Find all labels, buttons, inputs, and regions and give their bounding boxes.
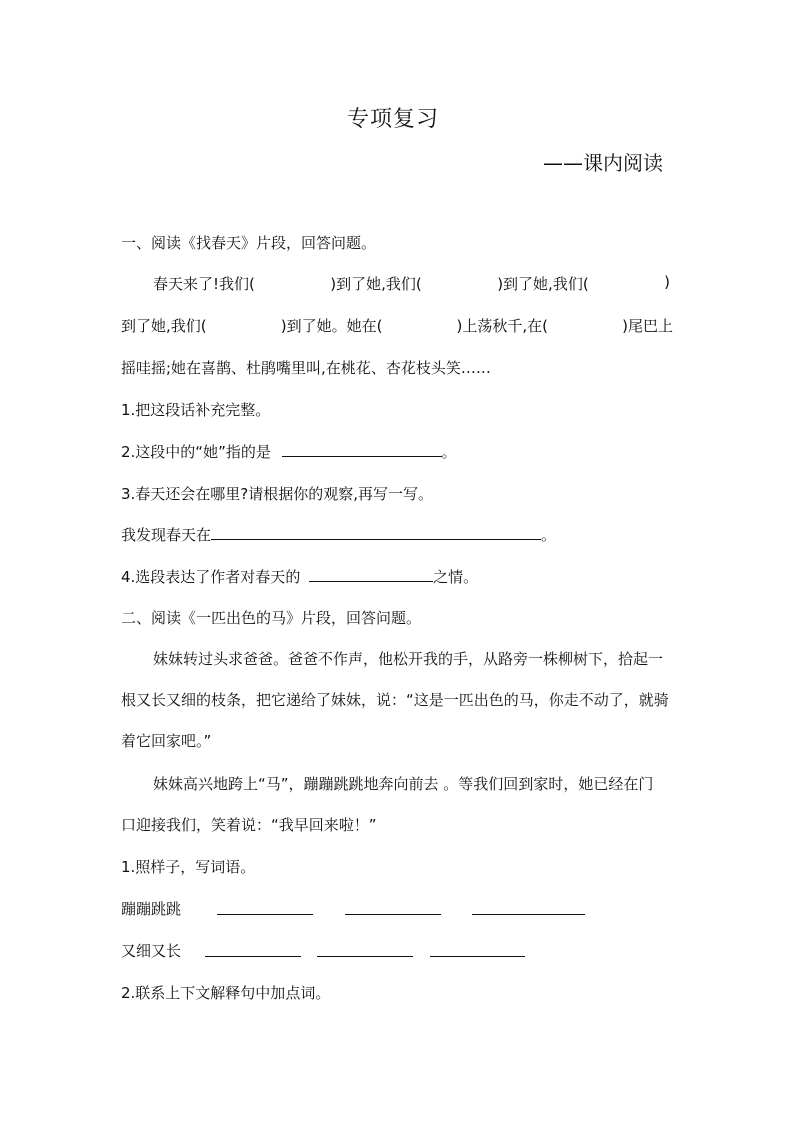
- example1-blank-1[interactable]: [217, 899, 313, 915]
- passage-line2-part3: )上荡秋千,在(: [456, 317, 549, 335]
- passage-line2-part2: )到了她。她在(: [280, 317, 383, 335]
- section2-q2: 2.联系上下文解释句中加点词。: [121, 984, 331, 1002]
- page-title: 专项复习: [347, 107, 440, 132]
- section1-passage-line2: [121, 315, 673, 336]
- example2-blank-3[interactable]: [430, 941, 525, 957]
- section2-q1: 1.照样子，写词语。: [121, 858, 256, 876]
- section1-q3-answer: [121, 524, 556, 545]
- passage-line1-part4: ): [664, 273, 670, 291]
- passage-line2-part1: 到了她,我们(: [121, 317, 207, 335]
- section2-para1-line2: 根又长又细的枝条，把它递给了妹妹，说：“这是一匹出色的马，你走不动了，就骑: [121, 691, 669, 709]
- example2-blank-1[interactable]: [205, 941, 301, 957]
- section1-q4: [121, 566, 478, 587]
- q4-prefix: 4.选段表达了作者对春天的: [121, 568, 301, 586]
- example1-blank-2[interactable]: [345, 899, 441, 915]
- section1-passage-line1: [153, 273, 670, 294]
- section1-q2: [121, 441, 457, 462]
- example-word-2: 又细又长: [121, 942, 182, 960]
- section2-para2-line2: 口迎接我们，笑着说：“我早回来啦！”: [121, 816, 377, 834]
- q3-answer-prefix: 我发现春天在: [121, 526, 212, 544]
- q3-answer-blank[interactable]: [211, 525, 541, 540]
- example-word-1: 蹦蹦跳跳: [121, 900, 182, 918]
- passage-line1-part3: )到了她,我们(: [497, 275, 589, 293]
- q2-prefix: 2.这段中的“她”指的是: [121, 443, 271, 461]
- section1-q3: 3.春天还会在哪里?请根据你的观察,再写一写。: [121, 485, 434, 503]
- section1-q1: 1.把这段话补充完整。: [121, 401, 271, 419]
- q2-answer-blank[interactable]: [282, 442, 442, 457]
- q4-suffix: 之情。: [433, 568, 479, 586]
- passage-line1-part1: 春天来了!我们(: [153, 275, 255, 293]
- section2-heading: 二、阅读《一匹出色的马》片段，回答问题。: [121, 609, 422, 627]
- example2-blank-2[interactable]: [317, 941, 413, 957]
- section2-para1-line1: 妹妹转过头求爸爸。爸爸不作声，他松开我的手，从路旁一株柳树下，拾起一: [153, 650, 664, 668]
- section1-heading: 一、阅读《找春天》片段，回答问题。: [121, 234, 377, 252]
- section2-para2-line1: 妹妹高兴地跨上“马”，蹦蹦跳跳地奔向前去 。等我们回到家时，她已经在门: [153, 775, 654, 793]
- q3-answer-suffix: 。: [541, 526, 557, 544]
- example1-blank-3[interactable]: [472, 899, 585, 915]
- q4-answer-blank[interactable]: [309, 567, 433, 582]
- passage-line1-part2: )到了她,我们(: [330, 275, 422, 293]
- section1-passage-line3: 摇哇摇;她在喜鹊、杜鹃嘴里叫,在桃花、杏花枝头笑……: [121, 359, 491, 377]
- section2-para1-line3: 着它回家吧。”: [121, 732, 212, 750]
- passage-line2-part4: )尾巴上: [622, 317, 673, 335]
- q2-suffix: 。: [441, 443, 457, 461]
- page-subtitle: ——课内阅读: [543, 151, 663, 175]
